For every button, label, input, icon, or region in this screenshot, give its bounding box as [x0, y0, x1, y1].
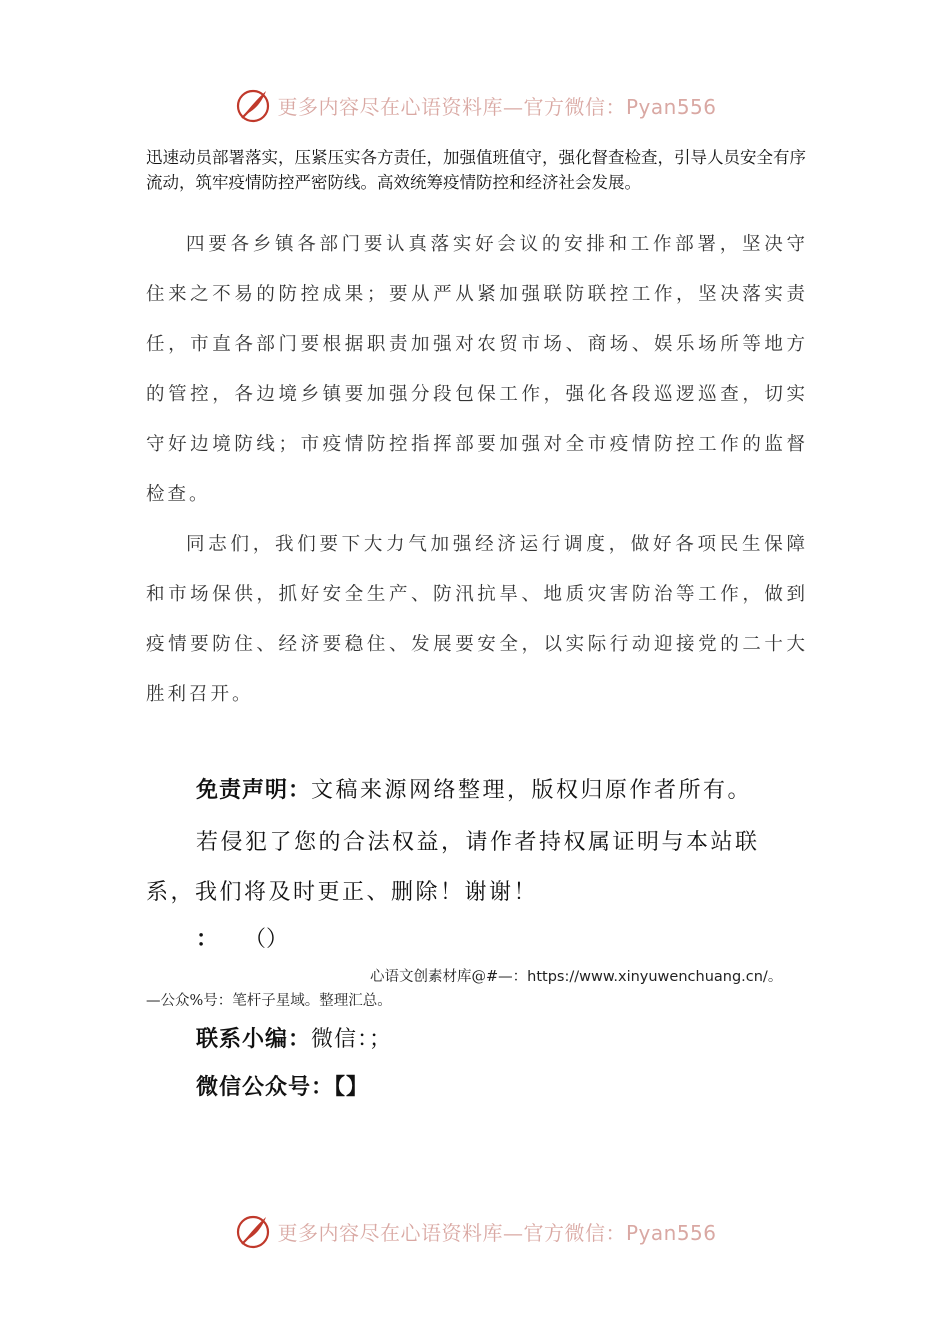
body-paragraph-4: 四要各乡镇各部门要认真落实好会议的安排和工作部署，坚决守住来之不易的防控成果；要从严从紧加强联防联控工作，坚决落实责任，市直各部门要根据职责加强对农贸市场、商场、娱乐场所等地方的管控，各边境乡镇要加强分段包保工作，强化各段巡逻巡查，切实守好边境防线；市疫情防控指挥部要加强对全市疫情防控工作的监督检查。 [146, 234, 808, 505]
disclaimer-text: 文稿来源网络整理，版权归原作者所有。 [311, 778, 753, 803]
wechat-account-line [196, 1068, 369, 1108]
footer-banner [0, 1208, 950, 1254]
colon-label: ： [196, 927, 220, 952]
body-paragraph-continued: 迅速动员部署落实，压紧压实各方责任，加强值班值守，强化督查检查，引导人员安全有序流动，筑牢疫情防控严密防线。高效统筹疫情防控和经济社会发展。 [146, 148, 806, 192]
header-banner [0, 82, 950, 128]
footer-banner-caption: 更多内容尽在心语资料库—官方微信： [277, 1220, 626, 1245]
footer-banner-brand: Pyan556 [625, 1220, 717, 1245]
wechat-label: 微信公众号： [196, 1075, 335, 1100]
banner-caption: 更多内容尽在心语资料库—官方微信： [277, 94, 626, 119]
source-url-link[interactable]: https://www.xinyuwenchuang.cn/ [527, 969, 768, 985]
colon-line [196, 924, 288, 956]
feather-pen-logo-icon [233, 85, 273, 125]
feather-pen-logo-icon [233, 1211, 273, 1251]
wechat-value: 【】 [334, 1075, 370, 1100]
contact-value: 微信：； [311, 1027, 393, 1052]
contact-label: 联系小编： [196, 1027, 312, 1052]
disclaimer-label: 免责声明： [196, 778, 312, 803]
disclaimer-line-2: 若侵犯了您的合法权益，请作者持权属证明与本站联系，我们将及时更正、删除！谢谢！ [146, 830, 760, 905]
source-line [370, 966, 782, 988]
gzh-line: —公众%号：笔杆子星域。整理汇总。 [146, 993, 392, 1009]
source-suffix: 。 [767, 969, 783, 985]
banner-text [277, 91, 716, 120]
paren-placeholder: （） [255, 927, 289, 952]
source-prefix: 心语文创素材库@#—： [370, 969, 528, 985]
banner-brand: Pyan556 [625, 94, 717, 119]
footer-banner-text [277, 1217, 716, 1246]
disclaimer-line-1 [146, 766, 808, 816]
contact-line [196, 1020, 392, 1060]
body-paragraph-closing: 同志们，我们要下大力气加强经济运行调度，做好各项民生保障和市场保供，抓好安全生产、防汛抗旱、地质灾害防治等工作，做到疫情要防住、经济要稳住、发展要安全，以实际行动迎接党的二十大胜利召开。 [146, 534, 808, 705]
